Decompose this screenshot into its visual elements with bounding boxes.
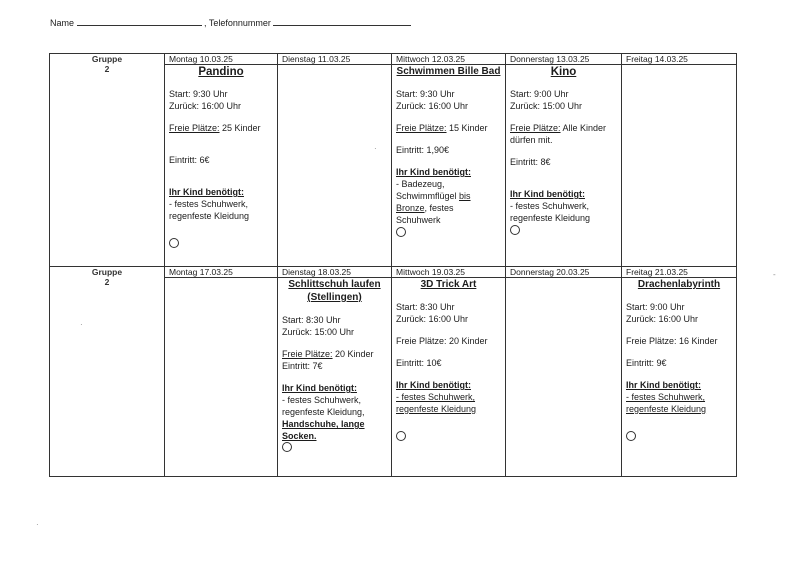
event-title: 3D Trick Art	[420, 279, 477, 290]
name-label: Name	[50, 18, 75, 28]
week2-day-row	[50, 267, 737, 278]
signup-checkbox[interactable]	[626, 431, 636, 441]
needs-item-bold: Handschuhe, lange	[282, 419, 365, 429]
needs-label: Ihr Kind benötigt:	[282, 383, 357, 393]
return-time: Zurück: 15:00 Uhr	[510, 101, 583, 111]
return-time: Zurück: 16:00 Uhr	[626, 314, 699, 324]
event-drachenlabyrinth	[622, 278, 737, 477]
start-time: Start: 8:30 Uhr	[282, 315, 341, 325]
group-number: 2	[104, 277, 110, 287]
free-places: Freie Plätze: 16 Kinder	[626, 336, 718, 346]
form-header	[50, 16, 411, 28]
needs-item: - festes Schuhwerk,	[396, 392, 476, 402]
needs-label: Ihr Kind benötigt:	[396, 167, 471, 177]
day-header: Freitag 14.03.25	[622, 54, 737, 65]
entry-price: Eintritt: 1,90€	[396, 145, 450, 155]
start-time: Start: 9:00 Uhr	[626, 302, 685, 312]
name-line[interactable]	[77, 16, 202, 26]
group-word: Gruppe	[91, 54, 123, 64]
needs-item	[396, 202, 501, 214]
needs-label: Ihr Kind benötigt:	[626, 380, 701, 390]
day-header: Mittwoch 12.03.25	[392, 54, 506, 65]
entry-price: Eintritt: 7€	[282, 361, 323, 371]
week1-day-row	[50, 54, 737, 65]
needs-item-bold: Socken.	[282, 431, 317, 441]
event-title: Schlittschuh laufen	[288, 279, 381, 290]
return-time: Zurück: 16:00 Uhr	[396, 101, 469, 111]
places-label: Freie Plätze:	[169, 123, 220, 133]
needs-text: , festes	[424, 203, 454, 213]
free-places	[282, 348, 387, 360]
entry-price: Eintritt: 9€	[626, 358, 667, 368]
places-label: Freie Plätze:	[396, 123, 447, 133]
signup-checkbox[interactable]	[282, 442, 292, 452]
free-places: Freie Plätze: 20 Kinder	[396, 336, 488, 346]
week2-group-label	[50, 267, 165, 477]
empty-day	[165, 278, 278, 477]
needs-underlined: Bronze	[396, 203, 425, 213]
needs-label: Ihr Kind benötigt:	[169, 187, 244, 197]
free-places-extra: dürfen mit.	[510, 135, 553, 145]
needs-item	[396, 190, 501, 202]
empty-day	[506, 278, 622, 477]
needs-underlined: bis	[459, 191, 471, 201]
signup-checkbox[interactable]	[396, 227, 406, 237]
scan-speck: ·	[36, 520, 39, 529]
entry-price: Eintritt: 8€	[510, 157, 551, 167]
free-places	[169, 122, 273, 134]
needs-item: - festes Schuhwerk,	[282, 395, 362, 405]
return-time: Zurück: 16:00 Uhr	[169, 101, 242, 111]
event-title: Kino	[550, 66, 577, 78]
return-time: Zurück: 15:00 Uhr	[282, 327, 355, 337]
scan-speck: -	[773, 270, 776, 279]
needs-item: regenfeste Kleidung	[510, 213, 591, 223]
event-title: Pandino	[198, 66, 244, 78]
group-number: 2	[104, 64, 110, 74]
signup-checkbox[interactable]	[510, 225, 520, 235]
event-subtitle: (Stellingen)	[307, 292, 362, 303]
day-header: Mittwoch 19.03.25	[392, 267, 506, 278]
event-title: Schwimmen Bille Bad	[396, 66, 501, 77]
event-schwimmen	[392, 65, 506, 267]
places-value: 20 Kinder	[332, 349, 374, 359]
places-value: 15 Kinder	[446, 123, 488, 133]
start-time: Start: 8:30 Uhr	[396, 302, 455, 312]
day-header: Montag 17.03.25	[165, 267, 278, 278]
places-value: Alle Kinder	[560, 123, 607, 133]
day-header: Dienstag 18.03.25	[278, 267, 392, 278]
needs-item: - festes Schuhwerk,	[626, 392, 706, 402]
needs-item: regenfeste Kleidung	[396, 404, 477, 414]
scan-speck: ·	[374, 144, 377, 153]
day-header: Montag 10.03.25	[165, 54, 278, 65]
signup-checkbox[interactable]	[396, 431, 406, 441]
start-time: Start: 9:00 Uhr	[510, 89, 569, 99]
needs-item: Schuhwerk	[396, 215, 441, 225]
needs-item: - festes Schuhwerk,	[169, 199, 249, 209]
needs-item: regenfeste Kleidung	[626, 404, 707, 414]
event-pandino	[165, 65, 278, 267]
needs-text: Schwimmflügel	[396, 191, 460, 201]
return-time: Zurück: 16:00 Uhr	[396, 314, 469, 324]
empty-day	[622, 65, 737, 267]
needs-label: Ihr Kind benötigt:	[510, 189, 585, 199]
group-word: Gruppe	[91, 267, 123, 277]
schedule-table	[49, 53, 737, 477]
day-header: Donnerstag 13.03.25	[506, 54, 622, 65]
places-label: Freie Plätze:	[510, 123, 561, 133]
entry-price: Eintritt: 10€	[396, 358, 442, 368]
event-title: Drachenlabyrinth	[637, 279, 721, 290]
free-places	[510, 122, 617, 134]
places-value: 25 Kinder	[219, 123, 261, 133]
needs-item: - Badezeug,	[396, 179, 445, 189]
scan-speck: ·	[80, 320, 83, 329]
event-schlittschuh	[278, 278, 392, 477]
start-time: Start: 9:30 Uhr	[169, 89, 228, 99]
empty-day	[278, 65, 392, 267]
day-header: Donnerstag 20.03.25	[506, 267, 622, 278]
day-header: Dienstag 11.03.25	[278, 54, 392, 65]
event-3d-trick-art	[392, 278, 506, 477]
week1-group-label	[50, 54, 165, 267]
free-places	[396, 122, 501, 134]
needs-item: - festes Schuhwerk,	[510, 201, 590, 211]
needs-item: regenfeste Kleidung	[169, 211, 250, 221]
signup-checkbox[interactable]	[169, 238, 179, 248]
entry-price: Eintritt: 6€	[169, 155, 210, 165]
phone-line[interactable]	[273, 16, 411, 26]
day-header: Freitag 21.03.25	[622, 267, 737, 278]
places-label: Freie Plätze:	[282, 349, 333, 359]
phone-label: , Telefonnummer	[204, 18, 271, 28]
event-kino	[506, 65, 622, 267]
start-time: Start: 9:30 Uhr	[396, 89, 455, 99]
needs-label: Ihr Kind benötigt:	[396, 380, 471, 390]
needs-item: regenfeste Kleidung,	[282, 407, 365, 417]
